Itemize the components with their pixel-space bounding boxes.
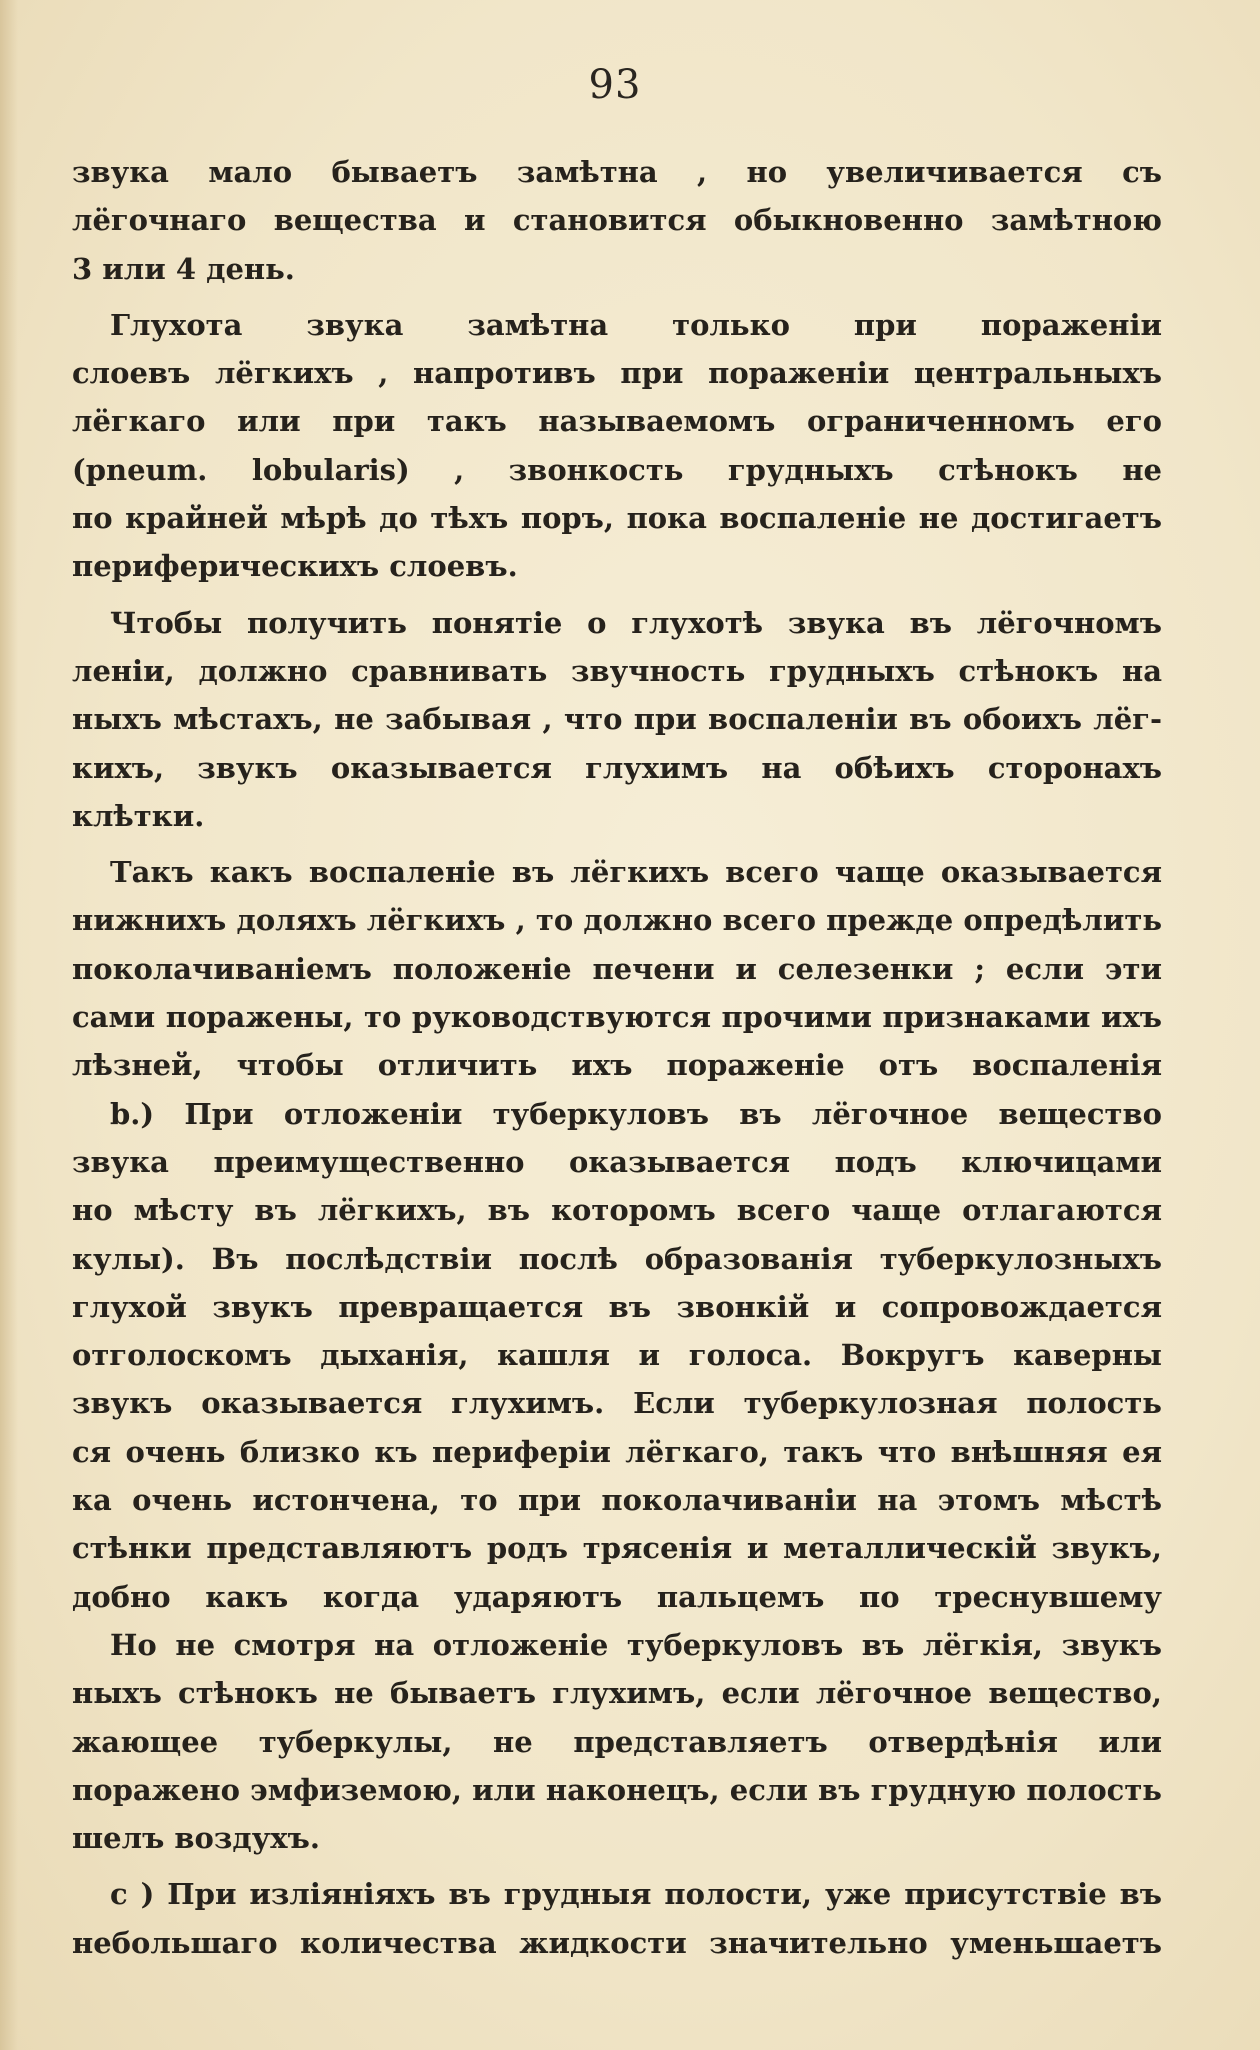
text-line: ка очень истончена, то при поколачиваніи на этомъ мѣстѣ: [72, 1483, 1162, 1518]
text-line: добно какъ когда ударяютъ пальцемъ по треснувшему: [72, 1579, 1162, 1614]
page-number: 93: [588, 62, 642, 108]
paragraph-gap: [72, 840, 1162, 848]
text-line: лѣзней, чтобы отличить ихъ пораженіе отъ воспаленія: [72, 1048, 1162, 1083]
text-line: сами поражены, то руководствуются прочими признаками ихъ: [72, 1000, 1162, 1035]
text-line: ся очень близко къ периферіи лёгкаго, такъ что внѣшняя ея: [72, 1434, 1162, 1469]
text-line: кихъ, звукъ оказывается глухимъ на обѣихъ сторонахъ: [72, 750, 1162, 785]
text-line: ныхъ мѣстахъ, не забывая , что при воспаленіи въ обоихъ лёг-: [72, 702, 1162, 737]
text-line: слоевъ лёгкихъ , напротивъ при пораженіи центральныхъ: [72, 356, 1162, 391]
text-line: стѣнки представляютъ родъ трясенія и металлическій звукъ,: [72, 1531, 1162, 1566]
text-line: клѣтки.: [72, 798, 205, 833]
text-line: звукъ оказывается глухимъ. Если туберкулозная полость: [72, 1386, 1162, 1421]
text-line: Глухота звука замѣтна только при пораженіи: [110, 307, 1162, 342]
text-line: шелъ воздухъ.: [72, 1821, 320, 1856]
text-line: по крайней мѣрѣ до тѣхъ поръ, пока воспаленіе не достигаетъ: [72, 501, 1162, 536]
text-line: Чтобы получить понятіе о глухотѣ звука въ лёгочномъ: [110, 605, 1162, 640]
text-line: (pneum. lobularis) , звонкость грудныхъ стѣнокъ не: [72, 452, 1162, 487]
text-line: леніи, должно сравнивать звучность грудныхъ стѣнокъ на: [72, 653, 1162, 688]
text-line: ныхъ стѣнокъ не бываетъ глухимъ, если лёгочное вещество,: [72, 1676, 1162, 1711]
text-line: небольшаго количества жидкости значительно уменьшаетъ: [72, 1925, 1162, 1960]
text-line: c ) При изліяніяхъ въ грудныя полости, уже присутствіе въ: [110, 1877, 1162, 1912]
text-line: но мѣсту въ лёгкихъ, въ которомъ всего чаще отлагаются: [72, 1193, 1162, 1228]
text-line: поражено эмфиземою, или наконецъ, если въ грудную полость: [72, 1772, 1162, 1807]
text-line: Но не смотря на отложеніе туберкуловъ въ лёгкія, звукъ: [110, 1627, 1162, 1662]
paragraph-gap: [72, 591, 1162, 599]
text-line: нижнихъ доляхъ лёгкихъ , то должно всего прежде опредѣлить: [72, 903, 1162, 938]
text-line: звука мало бываетъ замѣтна , но увеличивается съ: [72, 155, 1162, 189]
paragraph-gap: [72, 293, 1162, 301]
text-line: отголоскомъ дыханія, кашля и голоса. Вокругъ каверны: [72, 1338, 1162, 1373]
text-line: лёгкаго или при такъ называемомъ ограниченномъ его: [72, 404, 1162, 439]
text-line: 3 или 4 день.: [72, 251, 295, 286]
text-line: периферическихъ слоевъ.: [72, 549, 518, 584]
body-text: [72, 148, 1162, 1967]
text-line: звука преимущественно оказывается подъ ключицами: [72, 1144, 1162, 1179]
text-line: кулы). Въ послѣдствіи послѣ образованія туберкулозныхъ: [72, 1241, 1162, 1276]
text-line: Такъ какъ воспаленіе въ лёгкихъ всего чаще оказывается: [110, 855, 1162, 890]
text-line: поколачиваніемъ положеніе печени и селезенки ; если эти: [72, 951, 1162, 986]
text-line: жающее туберкулы, не представляетъ отвердѣнія или: [72, 1724, 1162, 1759]
text-line: b.) При отложеніи туберкуловъ въ лёгочное вещество: [110, 1096, 1162, 1131]
page-edge-shadow: [0, 0, 18, 2050]
text-line: глухой звукъ превращается въ звонкій и сопровождается: [72, 1289, 1162, 1324]
paragraph-gap: [72, 1862, 1162, 1870]
text-line: лёгочнаго вещества и становится обыкновенно замѣтною: [72, 203, 1162, 238]
